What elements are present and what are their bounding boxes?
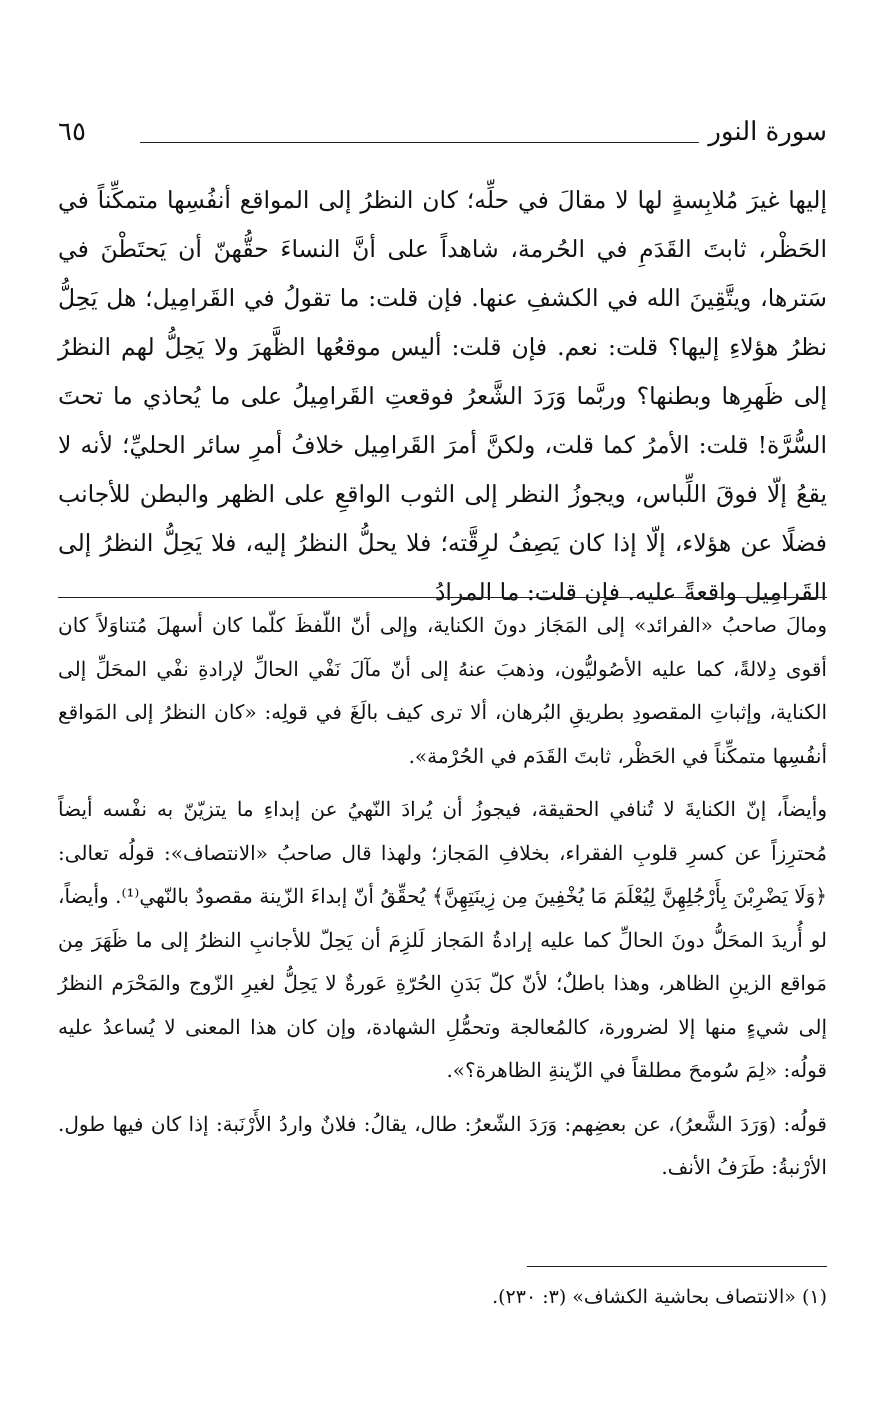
page-header	[58, 112, 827, 156]
commentary-paragraph: ومالَ صاحبُ «الفرائد» إلى المَجَاز دونَ الكناية، وإلى أنّ اللّفظَ كلّما كان أسهلَ مُتناوَلاً كان أقوى دِلالةً، كما عليه الأصُوليُّون، وذهبَ عنهُ إلى أنّ مآلَ نَفْي الحالِّ لإرادةِ نفْي المحَلِّ إلى الكناية، وإثباتِ المقصودِ بطريقِ البُرهان، ألا ترى كيف بالَغَ في قولِه: «كان النظرُ إلى المَواقع أنفُسِها متمكِّناً في الحَظْر، ثابتَ القَدَم في الحُرْمة».	[58, 613, 828, 768]
footnote-separator	[527, 1266, 827, 1267]
header-rule	[140, 142, 699, 143]
main-text	[58, 176, 827, 617]
commentary-separator	[58, 597, 827, 598]
commentary-text	[58, 604, 827, 1200]
main-paragraph: إليها غيرَ مُلابِسةٍ لها لا مقالَ في حلِّه؛ كان النظرُ إلى المواقع أنفُسِها متمكِّناً في الحَظْر، ثابتَ القَدَمِ في الحُرمة، شاهداً على أنَّ النساءَ حقُّهنّ أن يَحتَطْنَ في سَترها، ويتَّقِينَ الله في الكشفِ عنها. فإن قلت: ما تقولُ في القَرامِيل؛ هل يَحِلُّ نظرُ هؤلاءِ إليها؟ قلت: نعم. فإن قلت: أليس موقعُها الظَّهرَ ولا يَحِلُّ لهم النظرُ إلى ظَهرِها وبطنها؟ وربَّما وَرَدَ الشَّعرُ فوقعتِ القَرامِيلُ على ما يُحاذي ما تحتَ السُّرَّة! قلت: الأمرُ كما قلت، ولكنَّ أمرَ القَرامِيل خلافُ أمرِ سائر الحليِّ؛ لأنه لا يقعُ إلّا فوقَ اللِّباس، ويجوزُ النظر إلى الثوب الواقعِ على الظهر والبطن للأجانب فضلًا عن هؤلاء، إلّا إذا كان يَصِفُ لرِقَّته؛ فلا يحلُّ النظرُ إليه، فلا يَحِلُّ النظرُ إلى القَرامِيل واقعةً عليه. فإن قلت: ما المرادُ	[58, 186, 827, 606]
commentary-paragraph: قولُه: (وَرَدَ الشَّعرُ)، عن بعضِهم: وَرَدَ الشّعرُ: طال، يقالُ: فلانٌ واردُ الأَرْنَبة: إذا كان فيها طول. الأرْنبةُ: طَرَفُ الأنف.	[58, 1111, 827, 1179]
sura-title: سورة النور	[708, 117, 827, 147]
footnote: (١) «الانتصاف بحاشية الكشاف» (٣: ٢٣٠).	[492, 1286, 827, 1308]
commentary-paragraph: وأيضاً، إنّ الكنايةَ لا تُنافي الحقيقة، فيجوزُ أن يُرادَ النّهيُ عن إبداءِ ما يتزيّنّ به نفْسه أيضاً مُحترِزاً عن كسرِ قلوبِ الفقراء، بخلافِ المَجاز؛ ولهذا قال صاحبُ «الانتصاف»: قولُه تعالى: ﴿وَلَا يَضْرِبْنَ بِأَرْجُلِهِنَّ لِيُعْلَمَ مَا يُخْفِينَ مِن زِينَتِهِنَّ﴾ يُحقِّقُ أنّ إبداءَ الزّينة مقصودٌ بالنّهي⁽¹⁾. وأيضاً، لو أُريدَ المحَلُّ دونَ الحالِّ كما عليه إرادةُ المَجاز لَلزِمَ أن يَحِلّ للأجانبِ النظرُ إلى ما ظَهَرَ مِن مَواقع الزينِ الظاهر، وهذا باطلٌ؛ لأنّ كلّ بَدَنِ الحُرّةِ عَورةٌ لا يَحِلُّ لغيرِ الزّوج والمَحْرَم النظرُ إلى شيءٍ منها إلا لضرورة، كالمُعالجة وتحمُّلِ الشهادة، وإن كان هذا المعنى لا يُساعدُ عليه قولُه: «لِمَ سُومحَ مطلقاً في الزّينةِ الظاهرة؟».	[58, 797, 828, 1082]
page-number: ٦٥	[58, 117, 86, 147]
